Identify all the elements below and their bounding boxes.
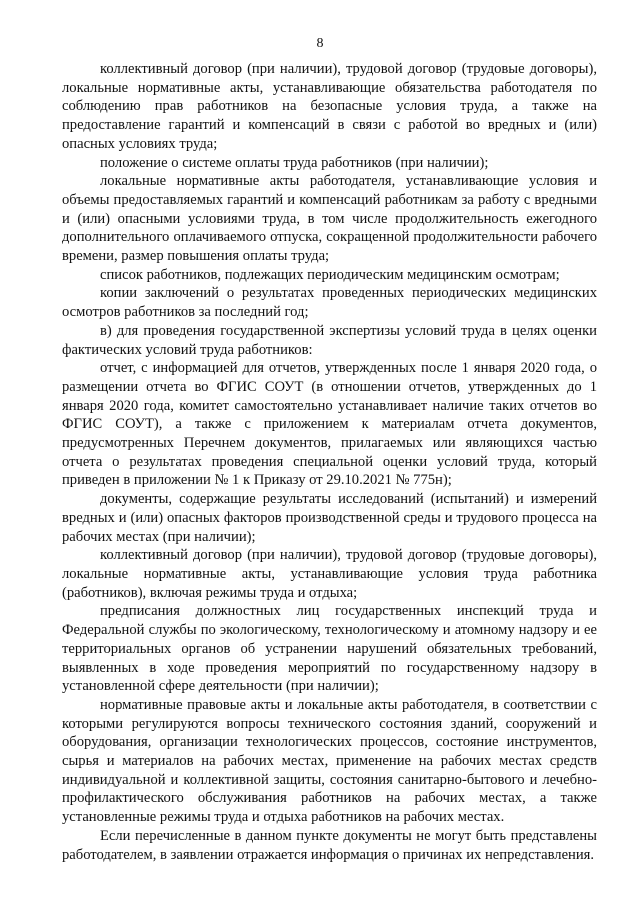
paragraph-measurement-documents: документы, содержащие результаты исследований (испытаний) и измерений вредных и (или) опасных факторов производственной среды и трудового процесса на рабочих местах (при наличии); bbox=[62, 491, 597, 545]
paragraph-item-v-heading: в) для проведения государственной экспертизы условий труда в целях оценки фактических условий труда работников: bbox=[62, 322, 597, 358]
paragraph-medical-exam-list: список работников, подлежащих периодическим медицинским осмотрам; bbox=[100, 266, 560, 283]
paragraph-medical-exam-copies: копии заключений о результатах проведенных периодических медицинских осмотров работников за последний год; bbox=[62, 285, 597, 321]
paragraph-collective-agreement-conditions: коллективный договор (при наличии), трудовой договор (трудовые договоры), локальные нормативные акты, устанавливающие условия труда работника (работников), включая режимы труда и отдыха; bbox=[62, 547, 597, 601]
page-number: 8 bbox=[316, 36, 324, 51]
paragraph-regulatory-acts: нормативные правовые акты и локальные акты работодателя, в соответствии с которыми регулируются вопросы технического состояния зданий, сооружений и оборудования, организации технологических процессов, состояние инструментов, сырья и материалов на рабочих местах, применение на рабочих местах средств индивидуальной и коллективной защиты, состояния санитарно-бытового и лечебно-профилактического обслуживания работников на рабочих местах, а также установленные режимы труда и отдыха работников на рабочих местах. bbox=[62, 696, 597, 826]
paragraph-pay-system: положение о системе оплаты труда работников (при наличии); bbox=[100, 154, 489, 171]
document-body bbox=[62, 60, 597, 864]
paragraph-report-fgis: отчет, с информацией для отчетов, утвержденных после 1 января 2020 года, о размещении отчета во ФГИС СОУТ (в отношении отчетов, утвержденных до 1 января 2020 года, комитет самостоятельно устанавливает наличие таких отчетов во ФГИС СОУТ), а также с приложением к материалам отчета документов, предусмотренных Перечнем документов, прилагаемых или являющихся частью отчета о результатах проведения специальной оценки условий труда, который приведен в приложении № 1 к Приказу от 29.10.2021 № 775н); bbox=[62, 360, 597, 489]
paragraph-missing-documents: Если перечисленные в данном пункте документы не могут быть представлены работодателем, в заявлении отражается информация о причинах их непредставления. bbox=[62, 827, 597, 863]
paragraph-inspection-orders: предписания должностных лиц государственных инспекций труда и Федеральной службы по экологическому, технологическому и атомному надзору и ее территориальных органов об устранении нарушений обязательных требований, выявленных в ходе проведения мероприятий по государственному надзору в установленной сфере деятельности (при наличии); bbox=[62, 603, 597, 695]
paragraph-collective-agreement-safety: коллективный договор (при наличии), трудовой договор (трудовые договоры), локальные нормативные акты, устанавливающие обязательства работодателя по соблюдению прав работников на безопасные условия труда, а также на предоставление гарантий и компенсаций в связи с работой во вредных и (или) опасных условиях труда; bbox=[62, 61, 597, 152]
paragraph-local-acts-guarantees: локальные нормативные акты работодателя, устанавливающие условия и объемы предоставляемых гарантий и компенсаций работникам за работу с вредными и (или) опасными условиями труда, в том числе продолжительность ежегодного дополнительного оплачиваемого отпуска, сокращенной продолжительности рабочего времени, размер повышения оплаты труда; bbox=[62, 173, 597, 265]
